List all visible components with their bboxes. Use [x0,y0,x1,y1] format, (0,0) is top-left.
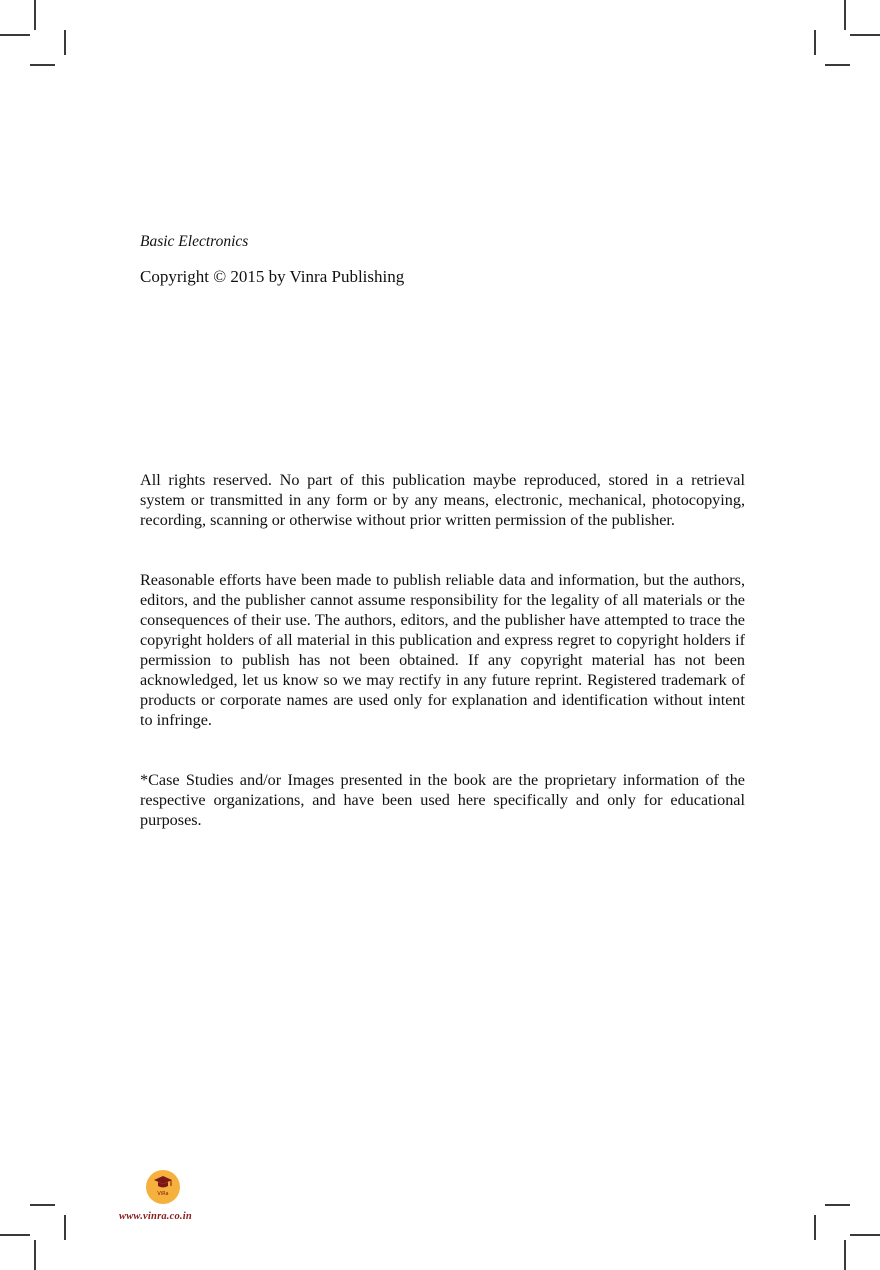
graduation-cap-icon [153,1175,173,1191]
crop-mark [825,1204,850,1206]
crop-mark [0,1234,30,1236]
crop-mark [64,30,66,55]
crop-mark [0,34,30,36]
crop-mark [64,1215,66,1240]
crop-mark [825,64,850,66]
website-link[interactable]: www.vinra.co.in [119,1211,192,1222]
rights-paragraph: All rights reserved. No part of this publication maybe reproduced, stored in a retrieval system or transmitted in any form or by any means, electronic, mechanical, photocopying, recording, scanning or otherwise without prior written permission of the publisher. [140,471,745,529]
crop-mark [844,0,846,30]
disclaimer-paragraph: Reasonable efforts have been made to publish reliable data and information, but the authors, editors, and the publisher cannot assume responsibility for the legality of all materials or the consequences of their use. The authors, editors, and the publisher have attempted to trace the copyright holders of all material in this publication and express regret to copyright holders if permission to publish has not been obtained. If any copyright material has not been acknowledged, let us know so we may rectify in any future reprint. Registered trademark of products or corporate names are used only for explanation and identification without intent to infringe. [140,571,745,729]
crop-mark [30,64,55,66]
crop-mark [844,1240,846,1270]
crop-mark [34,1240,36,1270]
crop-mark [850,1234,880,1236]
crop-mark [814,1215,816,1240]
crop-mark [850,34,880,36]
publisher-logo [146,1170,180,1204]
crop-mark [34,0,36,30]
copyright-line: Copyright © 2015 by Vinra Publishing [140,267,405,286]
case-studies-paragraph: *Case Studies and/or Images presented in the book are the proprietary information of the respective organizations, and have been used here specifically and only for educational purposes. [140,771,745,829]
logo-caption: ViRa [157,1191,169,1197]
crop-mark [30,1204,55,1206]
crop-mark [814,30,816,55]
book-title: Basic Electronics [140,233,249,250]
